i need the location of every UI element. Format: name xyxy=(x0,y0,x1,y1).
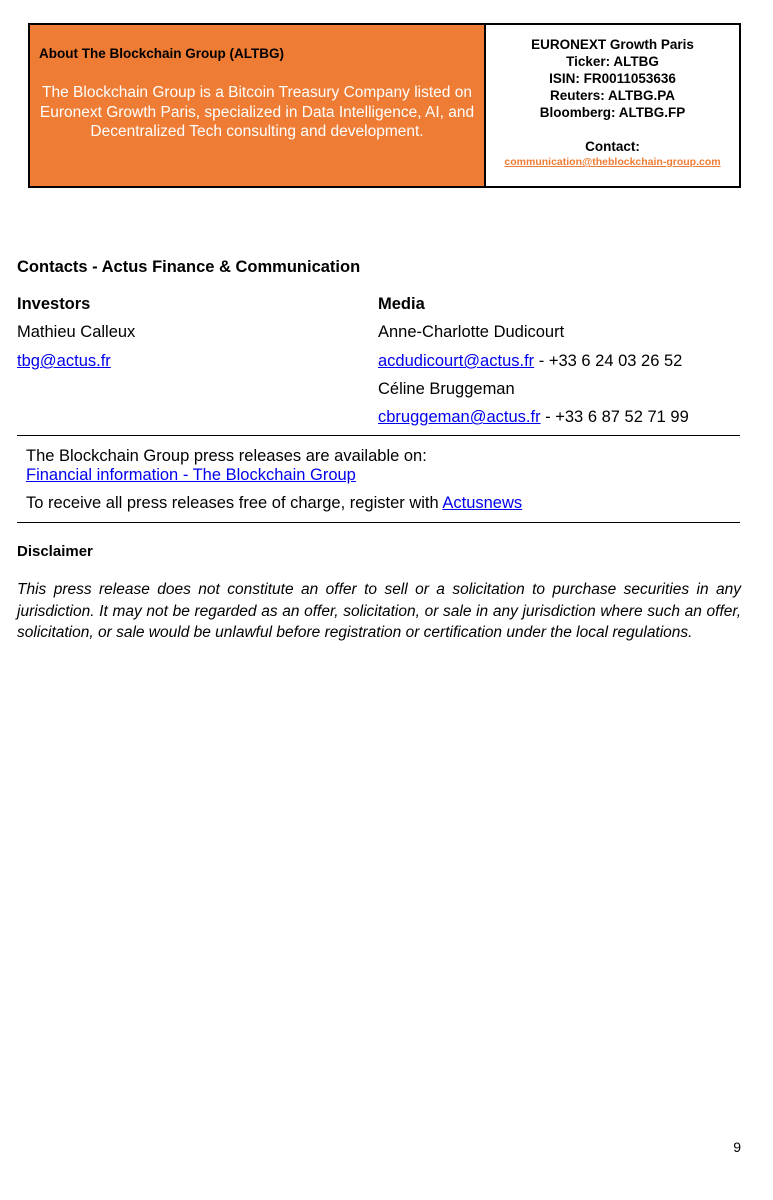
investors-email-row xyxy=(17,352,111,371)
register-text: To receive all press releases free of charge, register with xyxy=(26,494,443,512)
market-name: EURONEXT Growth Paris xyxy=(531,37,694,52)
media-phone-2: - +33 6 87 52 71 99 xyxy=(540,408,689,426)
media-contact-name-1: Anne-Charlotte Dudicourt xyxy=(378,323,565,341)
contact-label: Contact: xyxy=(585,139,640,154)
about-title: About The Blockchain Group (ALTBG) xyxy=(39,46,284,61)
media-email-link-1[interactable]: acdudicourt@actus.fr xyxy=(378,352,535,370)
page-number: 9 xyxy=(733,1139,741,1155)
media-contact-row-1 xyxy=(378,352,682,371)
listing-info-panel xyxy=(486,25,739,186)
reuters-code: Reuters: ALTBG.PA xyxy=(549,88,675,103)
media-label: Media xyxy=(378,295,425,313)
about-box xyxy=(28,23,741,188)
media-phone-1: - +33 6 24 03 26 52 xyxy=(534,352,683,370)
about-panel xyxy=(30,25,486,186)
media-contact-name-2: Céline Bruggeman xyxy=(378,380,515,398)
investors-email-link[interactable]: tbg@actus.fr xyxy=(17,352,111,370)
bloomberg-code: Bloomberg: ALTBG.FP xyxy=(539,105,686,120)
media-contact-row-2 xyxy=(378,408,689,427)
contact-email-link[interactable]: communication@theblockchain-group.com xyxy=(504,156,721,168)
actusnews-link[interactable]: Actusnews xyxy=(442,494,523,512)
ticker: Ticker: ALTBG xyxy=(566,54,659,69)
divider-top xyxy=(17,435,740,436)
financial-information-row xyxy=(26,466,356,485)
disclaimer-heading: Disclaimer xyxy=(17,543,93,560)
divider-bottom xyxy=(17,522,740,523)
contacts-heading: Contacts - Actus Finance & Communication xyxy=(17,258,361,276)
media-email-link-2[interactable]: cbruggeman@actus.fr xyxy=(378,408,541,426)
investors-label: Investors xyxy=(17,295,91,313)
about-description: The Blockchain Group is a Bitcoin Treasury Company listed on Euronext Growth Paris, specialized in Data Intelligence, AI, and Decentralized Tech consulting and development. xyxy=(39,84,475,140)
investors-contact-name: Mathieu Calleux xyxy=(17,323,136,341)
financial-information-link[interactable]: Financial information - The Blockchain Group xyxy=(26,466,356,484)
isin: ISIN: FR0011053636 xyxy=(549,71,676,86)
press-available-text: The Blockchain Group press releases are available on: xyxy=(26,447,427,465)
register-row xyxy=(26,494,522,513)
disclaimer-text: This press release does not constitute an offer to sell or a solicitation to purchase securities in any jurisdiction. It may not be regarded as an offer, solicitation, or sale in any jurisdiction where such an offer, solicitation, or sale would be unlawful before registration or certification under the local regulations. xyxy=(17,581,741,641)
